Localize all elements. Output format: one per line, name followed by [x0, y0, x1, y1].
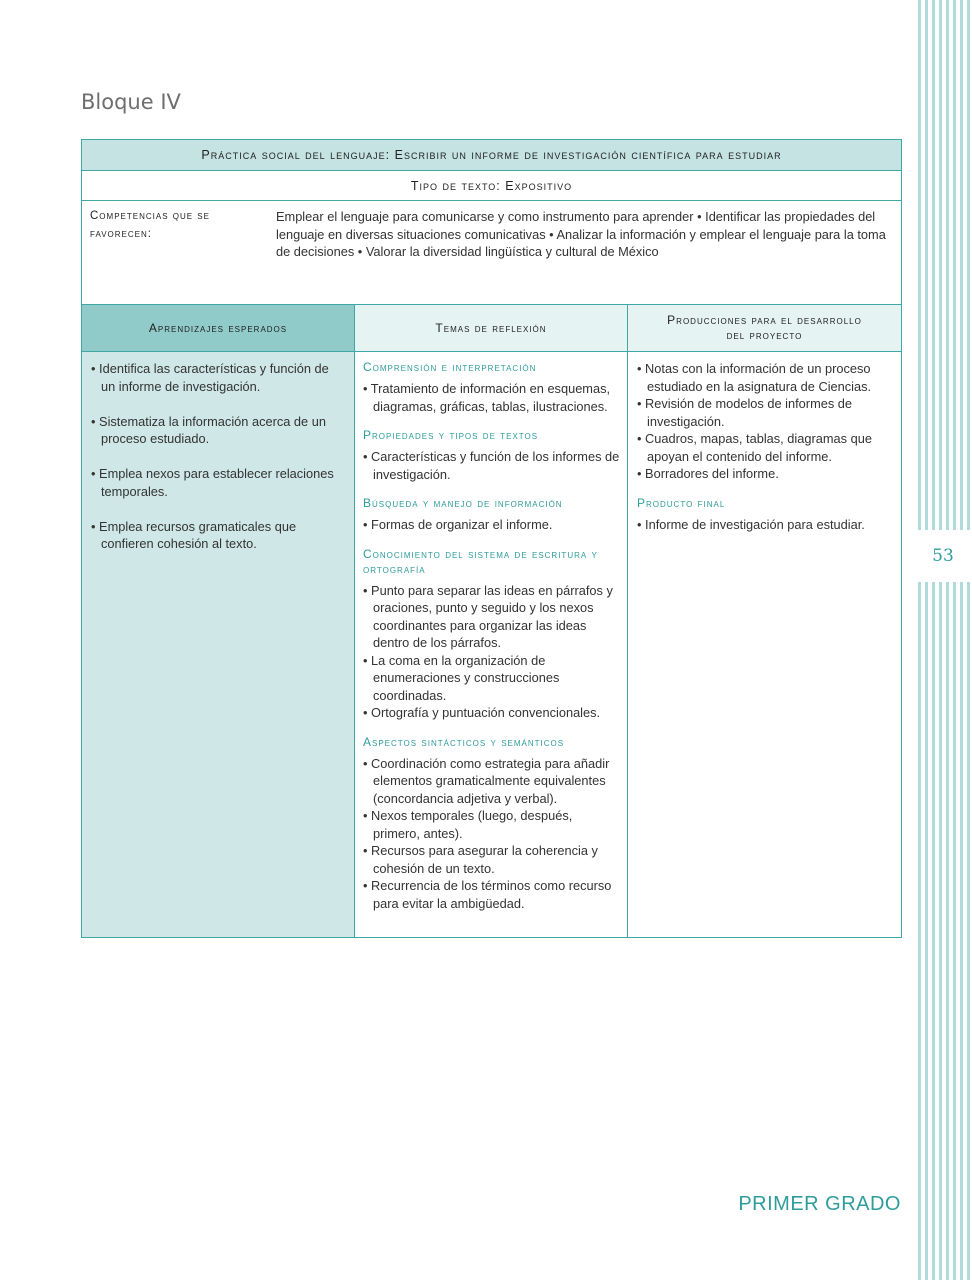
producciones-list: [637, 360, 895, 483]
temas-section: [363, 735, 621, 913]
list-item: • La coma en la organización de enumeraciones y construcciones coordinadas.: [363, 652, 560, 703]
decorative-stripes: [914, 0, 972, 1280]
social-practice-header: Práctica social del lenguaje: Escribir un informe de investigación científica para estudiar: [82, 140, 901, 171]
list-item: • Punto para separar las ideas en párrafos y oraciones, punto y seguido y los nexos coordinantes para organizar las ideas dentro de los párrafos.: [363, 582, 613, 650]
competencies-text: Emplear el lenguaje para comunicarse y como instrumento para aprender • Identificar las propiedades del lenguaje en diversas situaciones comunicativas • Analizar la información y emplear el lenguaje para la toma de decisiones • Valorar la diversidad lingüística y cultural de México: [276, 209, 886, 259]
competencies-label: Competencias que se favorecen:: [90, 210, 210, 240]
aprendizaje-item: • Identifica las características y función de un informe de investigación.: [91, 361, 329, 394]
list-item: • Características y función de los informes de investigación.: [363, 449, 620, 482]
header-producciones-line1: Producciones para el desarrollo: [667, 313, 862, 327]
temas-section: [363, 496, 621, 534]
list-item: • Coordinación como estrategia para añadir elementos gramaticalmente equivalentes (concordancia adjetiva y verbal).: [363, 755, 610, 806]
temas-column: [355, 352, 628, 937]
section-title: Propiedades y tipos de textos: [363, 428, 539, 442]
curriculum-table: [81, 139, 902, 938]
list-item: • Formas de organizar el informe.: [363, 517, 553, 532]
temas-section: [363, 360, 621, 415]
text-type-header: Tipo de texto: Expositivo: [82, 171, 901, 201]
list-item: • Tratamiento de información en esquemas, diagramas, gráficas, tablas, ilustraciones.: [363, 381, 611, 414]
header-producciones: [628, 305, 901, 351]
list-item: • Notas con la información de un proceso estudiado en la asignatura de Ciencias.: [637, 361, 872, 394]
page-number: 53: [914, 530, 972, 582]
header-aprendizajes: Aprendizajes esperados: [82, 305, 355, 351]
list-item: • Cuadros, mapas, tablas, diagramas que apoyan el contenido del informe.: [637, 431, 872, 464]
list-item: • Revisión de modelos de informes de investigación.: [637, 396, 853, 429]
competencies-row: [82, 201, 901, 304]
grade-label: PRIMER GRADO: [738, 1193, 901, 1215]
section-title: Producto final: [637, 495, 726, 510]
section-title: Conocimiento del sistema de escritura y ortografía: [363, 546, 598, 576]
temas-section: [363, 428, 621, 483]
list-item: • Ortografía y puntuación convencionales.: [363, 705, 601, 720]
producto-final-section: [637, 496, 895, 534]
list-item: • Nexos temporales (luego, después, primero, antes).: [363, 808, 573, 841]
list-item: • Recursos para asegurar la coherencia y cohesión de un texto.: [363, 843, 598, 876]
aprendizaje-item: • Emplea recursos gramaticales que confieren cohesión al texto.: [91, 518, 297, 551]
aprendizaje-item: • Sistematiza la información acerca de un proceso estudiado.: [91, 413, 326, 446]
aprendizaje-item: • Emplea nexos para establecer relaciones temporales.: [91, 466, 334, 499]
header-producciones-line2: del proyecto: [726, 328, 803, 342]
header-temas: Temas de reflexión: [355, 305, 628, 351]
section-title: Aspectos sintácticos y semánticos: [363, 734, 565, 749]
section-title: Comprensión e interpretación: [363, 360, 537, 374]
section-title: Búsqueda y manejo de información: [363, 496, 563, 510]
list-item: • Recurrencia de los términos como recurso para evitar la ambigüedad.: [363, 878, 612, 911]
list-item: • Informe de investigación para estudiar.: [637, 516, 865, 532]
block-title: Bloque IV: [81, 90, 181, 114]
table-body: [82, 351, 901, 937]
column-headers: [82, 304, 901, 351]
producciones-column: [628, 352, 901, 937]
list-item: • Borradores del informe.: [637, 466, 779, 481]
aprendizajes-column: [82, 352, 355, 937]
temas-section: [363, 547, 621, 722]
